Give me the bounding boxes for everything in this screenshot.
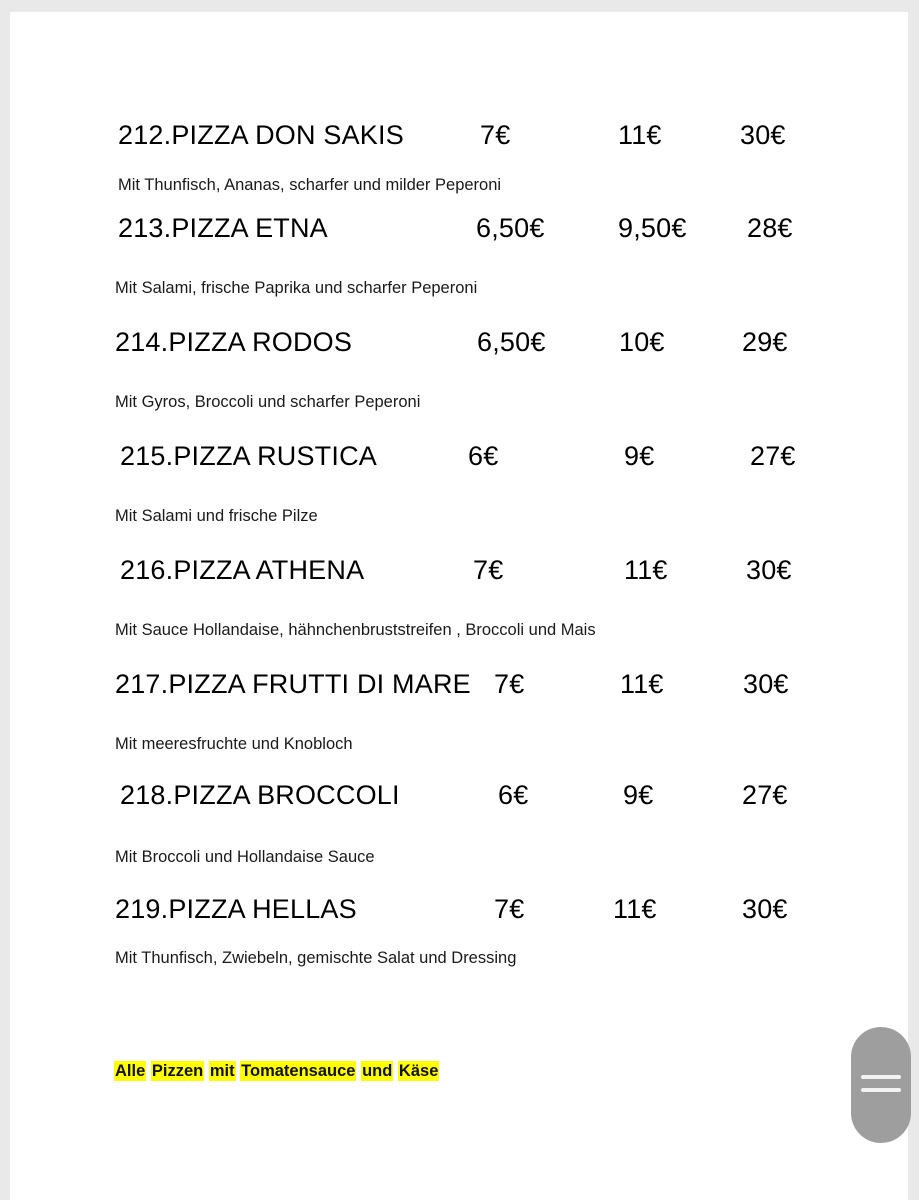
item-name: 215.PIZZA RUSTICA (120, 441, 377, 471)
price-medium: 9€ (623, 780, 654, 810)
footer-word: Tomatensauce (241, 1062, 356, 1080)
item-name: 218.PIZZA BROCCOLI (120, 780, 400, 810)
footer-note (114, 1062, 439, 1081)
item-description: Mit Salami und frische Pilze (115, 507, 318, 525)
item-name: 213.PIZZA ETNA (118, 213, 328, 243)
item-name: 212.PIZZA DON SAKIS (118, 120, 404, 150)
price-small: 7€ (473, 555, 504, 585)
price-small: 7€ (480, 120, 511, 150)
footer-word: Alle (115, 1062, 146, 1080)
item-description: Mit Salami, frische Paprika und scharfer Peperoni (115, 279, 478, 297)
item-description: Mit Thunfisch, Ananas, scharfer und milder Peperoni (118, 176, 502, 194)
scroll-handle[interactable] (851, 1027, 911, 1143)
price-small: 7€ (494, 669, 525, 699)
price-small: 7€ (494, 894, 525, 924)
price-medium: 9€ (624, 441, 655, 471)
price-small: 6,50€ (477, 327, 546, 357)
footer-word: Käse (398, 1062, 439, 1080)
price-large: 28€ (747, 213, 793, 243)
price-large: 30€ (742, 894, 788, 924)
price-large: 30€ (743, 669, 789, 699)
price-small: 6,50€ (476, 213, 545, 243)
price-medium: 9,50€ (618, 213, 687, 243)
item-description: Mit Broccoli und Hollandaise Sauce (115, 848, 375, 866)
item-description: Mit Thunfisch, Zwiebeln, gemischte Salat und Dressing (115, 949, 517, 967)
item-description: Mit meeresfruchte und Knobloch (115, 735, 353, 753)
price-medium: 11€ (613, 894, 657, 924)
price-medium: 11€ (618, 120, 662, 150)
item-description: Mit Gyros, Broccoli und scharfer Peperoni (115, 393, 421, 411)
price-large: 30€ (740, 120, 786, 150)
item-name: 217.PIZZA FRUTTI DI MARE (115, 669, 471, 699)
price-small: 6€ (468, 441, 499, 471)
footer-word: mit (209, 1062, 235, 1080)
price-small: 6€ (498, 780, 529, 810)
price-medium: 11€ (620, 669, 664, 699)
price-large: 27€ (742, 780, 788, 810)
menu-page (10, 12, 908, 1200)
price-large: 27€ (750, 441, 796, 471)
item-name: 219.PIZZA HELLAS (115, 894, 357, 924)
item-description: Mit Sauce Hollandaise, hähnchenbruststreifen , Broccoli und Mais (115, 621, 596, 639)
item-name: 214.PIZZA RODOS (115, 327, 353, 357)
item-name: 216.PIZZA ATHENA (120, 555, 365, 585)
price-large: 30€ (746, 555, 792, 585)
price-medium: 10€ (619, 327, 665, 357)
price-large: 29€ (742, 327, 788, 357)
footer-word: und (362, 1062, 393, 1080)
price-medium: 11€ (624, 555, 668, 585)
footer-word: Pizzen (151, 1062, 204, 1080)
